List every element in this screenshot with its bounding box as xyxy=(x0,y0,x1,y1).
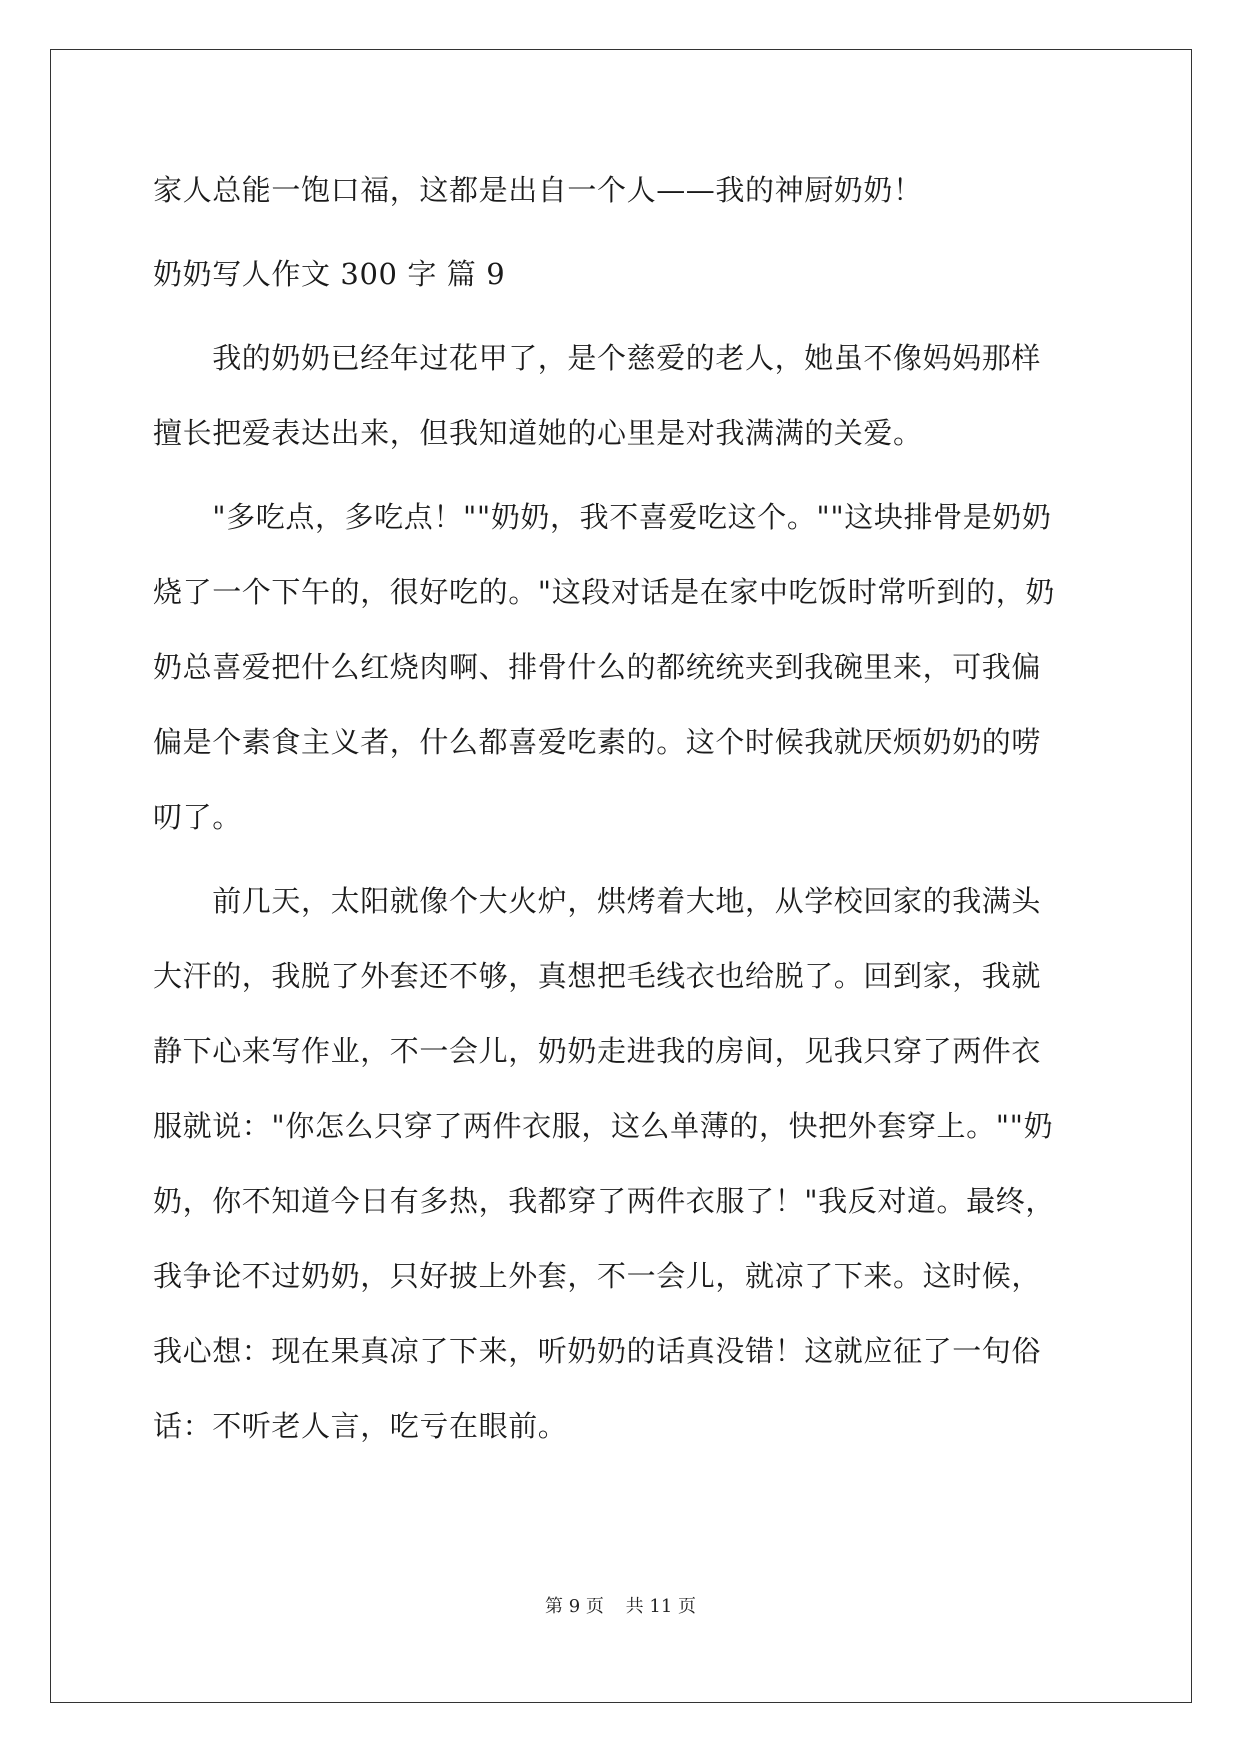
text-line: 前几天，太阳就像个大火炉，烘烤着大地，从学校回家的我满头 xyxy=(153,884,1042,918)
text-line: 我争论不过奶奶，只好披上外套，不一会儿，就凉了下来。这时候， xyxy=(153,1259,1042,1293)
text-line: 服就说："你怎么只穿了两件衣服，这么单薄的，快把外套穿上。""奶 xyxy=(153,1109,1054,1143)
text-line: 烧了一个下午的，很好吃的。"这段对话是在家中吃饭时常听到的，奶 xyxy=(153,575,1055,609)
page-border xyxy=(50,49,1192,1703)
section-heading: 奶奶写人作文 300 字 篇 9 xyxy=(153,257,506,291)
page-total: 共 11 页 xyxy=(625,1596,696,1617)
text-line: 奶总喜爱把什么红烧肉啊、排骨什么的都统统夹到我碗里来，可我偏 xyxy=(153,650,1042,684)
text-line: 叨了。 xyxy=(153,800,242,834)
text-line: 奶，你不知道今日有多热，我都穿了两件衣服了！"我反对道。最终， xyxy=(153,1184,1055,1218)
text-line: 话：不听老人言，吃亏在眼前。 xyxy=(153,1409,568,1443)
text-line: 偏是个素食主义者，什么都喜爱吃素的。这个时候我就厌烦奶奶的唠 xyxy=(153,725,1042,759)
text-line: 擅长把爱表达出来，但我知道她的心里是对我满满的关爱。 xyxy=(153,416,923,450)
page-footer xyxy=(0,1595,1241,1619)
text-line: 大汗的，我脱了外套还不够，真想把毛线衣也给脱了。回到家，我就 xyxy=(153,959,1042,993)
text-line: 家人总能一饱口福，这都是出自一个人——我的神厨奶奶！ xyxy=(153,173,923,207)
text-line: 我心想：现在果真凉了下来，听奶奶的话真没错！这就应征了一句俗 xyxy=(153,1334,1042,1368)
text-line: "多吃点，多吃点！""奶奶，我不喜爱吃这个。""这块排骨是奶奶 xyxy=(153,500,1052,534)
page-number: 第 9 页 xyxy=(545,1596,604,1617)
text-line: 我的奶奶已经年过花甲了，是个慈爱的老人，她虽不像妈妈那样 xyxy=(153,341,1042,375)
text-line: 静下心来写作业，不一会儿，奶奶走进我的房间，见我只穿了两件衣 xyxy=(153,1034,1042,1068)
